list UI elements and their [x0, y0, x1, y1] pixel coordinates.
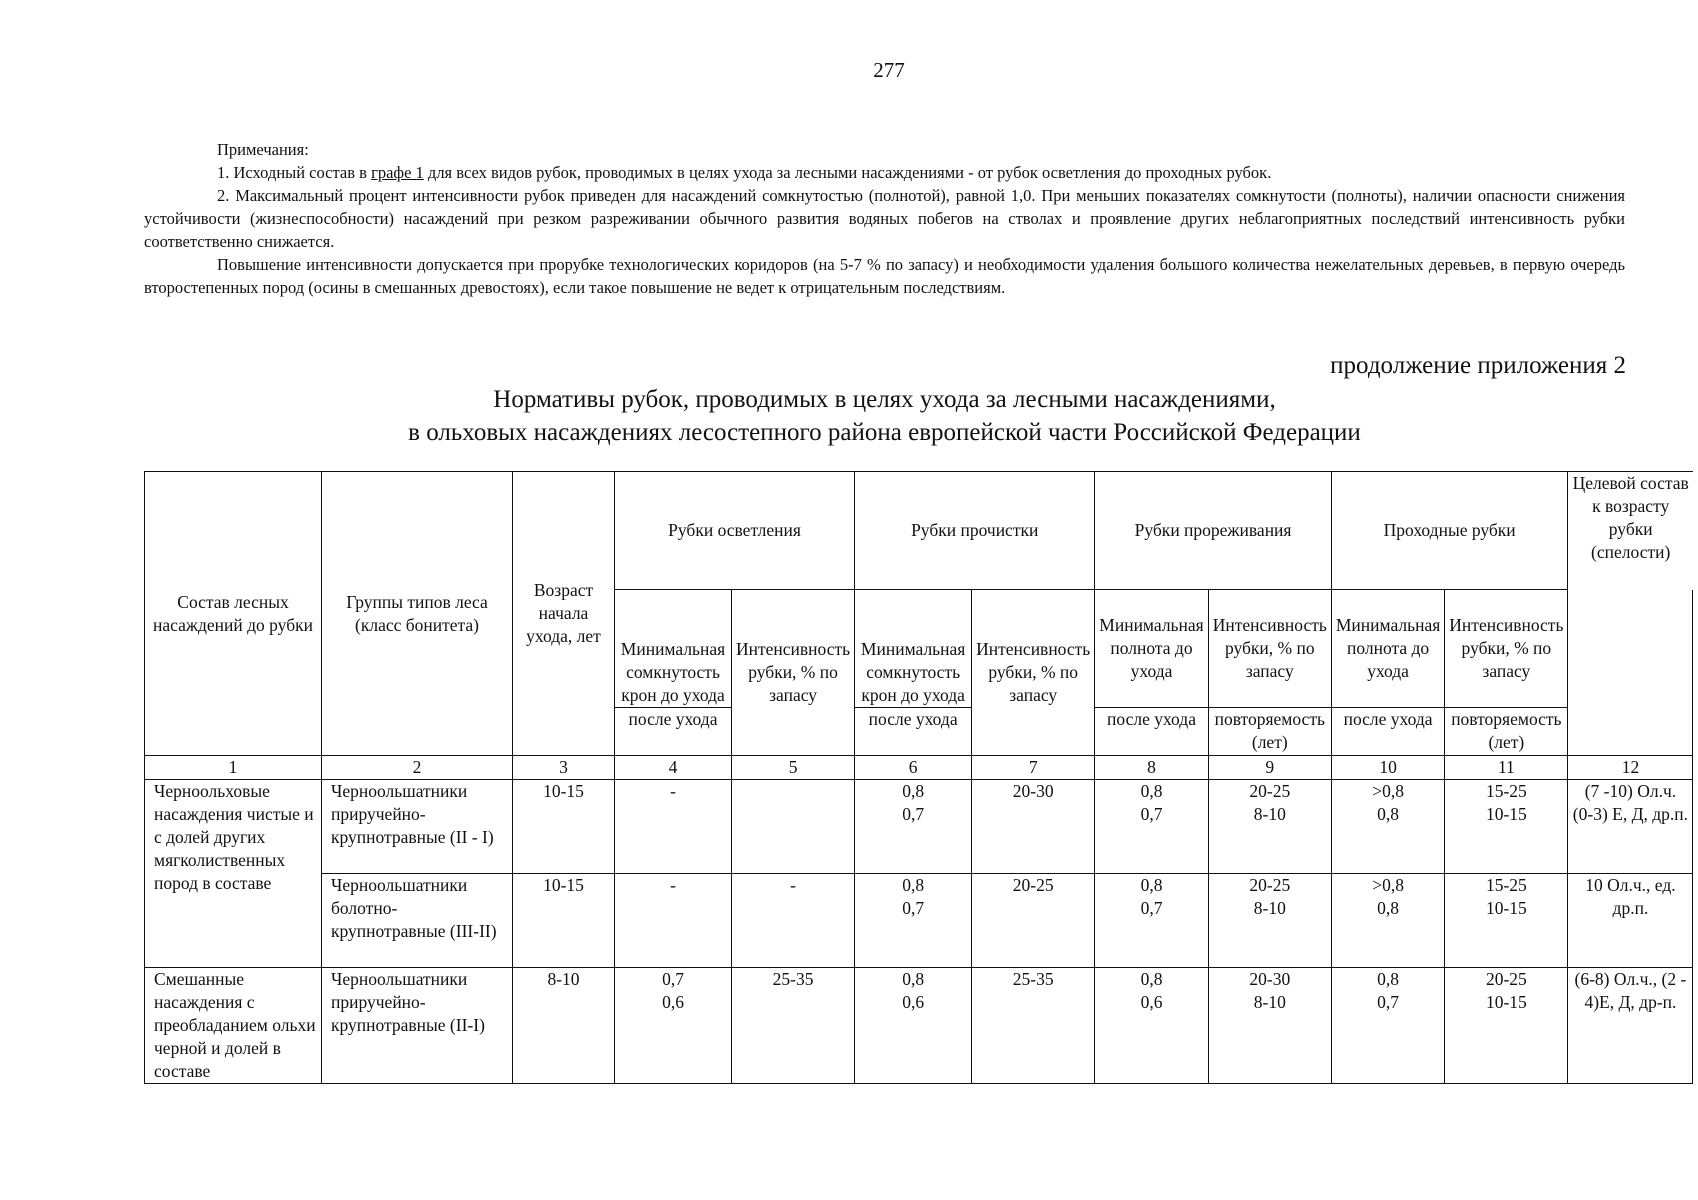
header-repeat-9: повторяемость (лет) [1208, 708, 1331, 756]
note-2: 2. Максимальный процент интенсивности рубок приведен для насаждений сомкнутостью (полнотой), равной 1,0. При меньших показателях сомкнутости (полноты), наличии опасности снижения устойчивости (жизнеспособности) насаждений при резком разреживании обычного развития водяных побегов на стволах и проявление других неблагоприятных последствий интенсивность рубки соответственно снижается. [144, 186, 1625, 251]
note-1 [144, 161, 1625, 184]
notes [144, 138, 1625, 299]
target-cell: (6-8) Ол.ч., (2 - 4)Е, Д, др-п. [1568, 968, 1693, 1084]
age-cell: 10-15 [513, 874, 615, 968]
header-after-8: после ухода [1095, 708, 1208, 756]
table-row [145, 968, 1693, 1084]
cell-10: 0,8 0,7 [1331, 968, 1444, 1084]
forest-type: Черноольшатники болотно-крупнотравные (III-II) [322, 874, 513, 968]
cell-11: 15-25 10-15 [1445, 874, 1568, 968]
cell-5: - [732, 874, 855, 968]
col-number: 11 [1445, 756, 1568, 780]
table-row [145, 874, 1693, 968]
cell-6: 0,8 0,7 [855, 874, 972, 968]
col-number: 12 [1568, 756, 1693, 780]
col-number: 4 [615, 756, 732, 780]
cell-9: 20-25 8-10 [1208, 780, 1331, 874]
header-min-density-before-10: Минимальная полнота до ухода [1331, 590, 1444, 708]
age-cell: 10-15 [513, 780, 615, 874]
col-number: 7 [972, 756, 1095, 780]
note-1-prefix: 1. Исходный состав в [217, 163, 372, 182]
age-cell: 8-10 [513, 968, 615, 1084]
cell-5: 25-35 [732, 968, 855, 1084]
col-number: 10 [1331, 756, 1444, 780]
page-number: 277 [873, 58, 905, 82]
forest-type: Черноольшатники приручейно-крупнотравные (II - I) [322, 780, 513, 874]
header-min-crown-before-4: Минимальная сомкнутость крон до ухода [615, 590, 732, 708]
col-number: 2 [322, 756, 513, 780]
header-min-density-before-8: Минимальная полнота до ухода [1095, 590, 1208, 708]
cell-8: 0,8 0,6 [1095, 968, 1208, 1084]
header-target: Целевой состав к возрасту рубки (спелости) [1568, 472, 1693, 590]
header-passing: Проходные рубки [1331, 472, 1568, 590]
header-composition: Состав лесных насаждений до рубки [145, 472, 322, 756]
header-thinning: Рубки прореживания [1095, 472, 1332, 590]
group-1-label: Черноольховые насаждения чистые и с долей других мягколиственных пород в составе [145, 780, 322, 968]
header-intensity-7: Интенсивность рубки, % по запасу [972, 590, 1095, 756]
cell-9: 20-25 8-10 [1208, 874, 1331, 968]
target-cell: (7 -10) Ол.ч. (0-3) Е, Д, др.п. [1568, 780, 1693, 874]
cell-4: - [615, 874, 732, 968]
header-repeat-11: повторяемость (лет) [1445, 708, 1568, 756]
col-number: 3 [513, 756, 615, 780]
col-number: 6 [855, 756, 972, 780]
table-title [144, 383, 1625, 449]
col-number: 8 [1095, 756, 1208, 780]
cell-6: 0,8 0,7 [855, 780, 972, 874]
header-intensity-11: Интенсивность рубки, % по запасу [1445, 590, 1568, 708]
note-1-suffix: для всех видов рубок, проводимых в целях ухода за лесными насаждениями - от рубок осветления до проходных рубок. [423, 163, 1272, 182]
cell-5 [732, 780, 855, 874]
cell-4: 0,7 0,6 [615, 968, 732, 1084]
cell-10: >0,8 0,8 [1331, 780, 1444, 874]
title-line-1: Нормативы рубок, проводимых в целях ухода за лесными насаждениями, [493, 386, 1276, 413]
cell-4: - [615, 780, 732, 874]
cell-6: 0,8 0,6 [855, 968, 972, 1084]
target-cell: 10 Ол.ч., ед. др.п. [1568, 874, 1693, 968]
col-number: 9 [1208, 756, 1331, 780]
header-forest-groups: Группы типов леса (класс бонитета) [322, 472, 513, 756]
header-after-4: после ухода [615, 708, 732, 756]
header-after-10: после ухода [1331, 708, 1444, 756]
header-age: Возраст начала ухода, лет [513, 472, 615, 756]
header-intensity-5: Интенсивность рубки, % по запасу [732, 590, 855, 756]
header-cleaning: Рубки прочистки [855, 472, 1095, 590]
note-1-link[interactable]: графе 1 [371, 163, 424, 182]
norms-table [144, 471, 1693, 1084]
cell-8: 0,8 0,7 [1095, 780, 1208, 874]
cell-9: 20-30 8-10 [1208, 968, 1331, 1084]
note-3: Повышение интенсивности допускается при прорубке технологических коридоров (на 5-7 % по запасу) и необходимости удаления большого количества нежелательных деревьев, в первую очередь второстепенных пород (осины в смешанных древостоях), если такое повышение не ведет к отрицательным последствиям. [144, 255, 1625, 297]
cell-10: >0,8 0,8 [1331, 874, 1444, 968]
header-intensity-9: Интенсивность рубки, % по запасу [1208, 590, 1331, 708]
header-min-crown-before-6: Минимальная сомкнутость крон до ухода [855, 590, 972, 708]
cell-7: 20-25 [972, 874, 1095, 968]
col-number: 1 [145, 756, 322, 780]
table-row [145, 780, 1693, 874]
group-2-label: Смешанные насаждения с преобладанием ольхи черной и долей в составе [145, 968, 322, 1084]
forest-type: Черноольшатники приручейно-крупнотравные (II-I) [322, 968, 513, 1084]
notes-heading: Примечания: [217, 140, 309, 159]
cell-7: 20-30 [972, 780, 1095, 874]
col-number: 5 [732, 756, 855, 780]
cell-8: 0,8 0,7 [1095, 874, 1208, 968]
continuation-label: продолжение приложения 2 [1330, 352, 1626, 379]
cell-11: 15-25 10-15 [1445, 780, 1568, 874]
title-line-2: в ольховых насаждениях лесостепного района европейской части Российской Федерации [408, 419, 1361, 446]
header-clearing: Рубки осветления [615, 472, 855, 590]
header-after-6: после ухода [855, 708, 972, 756]
cell-11: 20-25 10-15 [1445, 968, 1568, 1084]
cell-7: 25-35 [972, 968, 1095, 1084]
header-target-blank [1568, 590, 1693, 756]
